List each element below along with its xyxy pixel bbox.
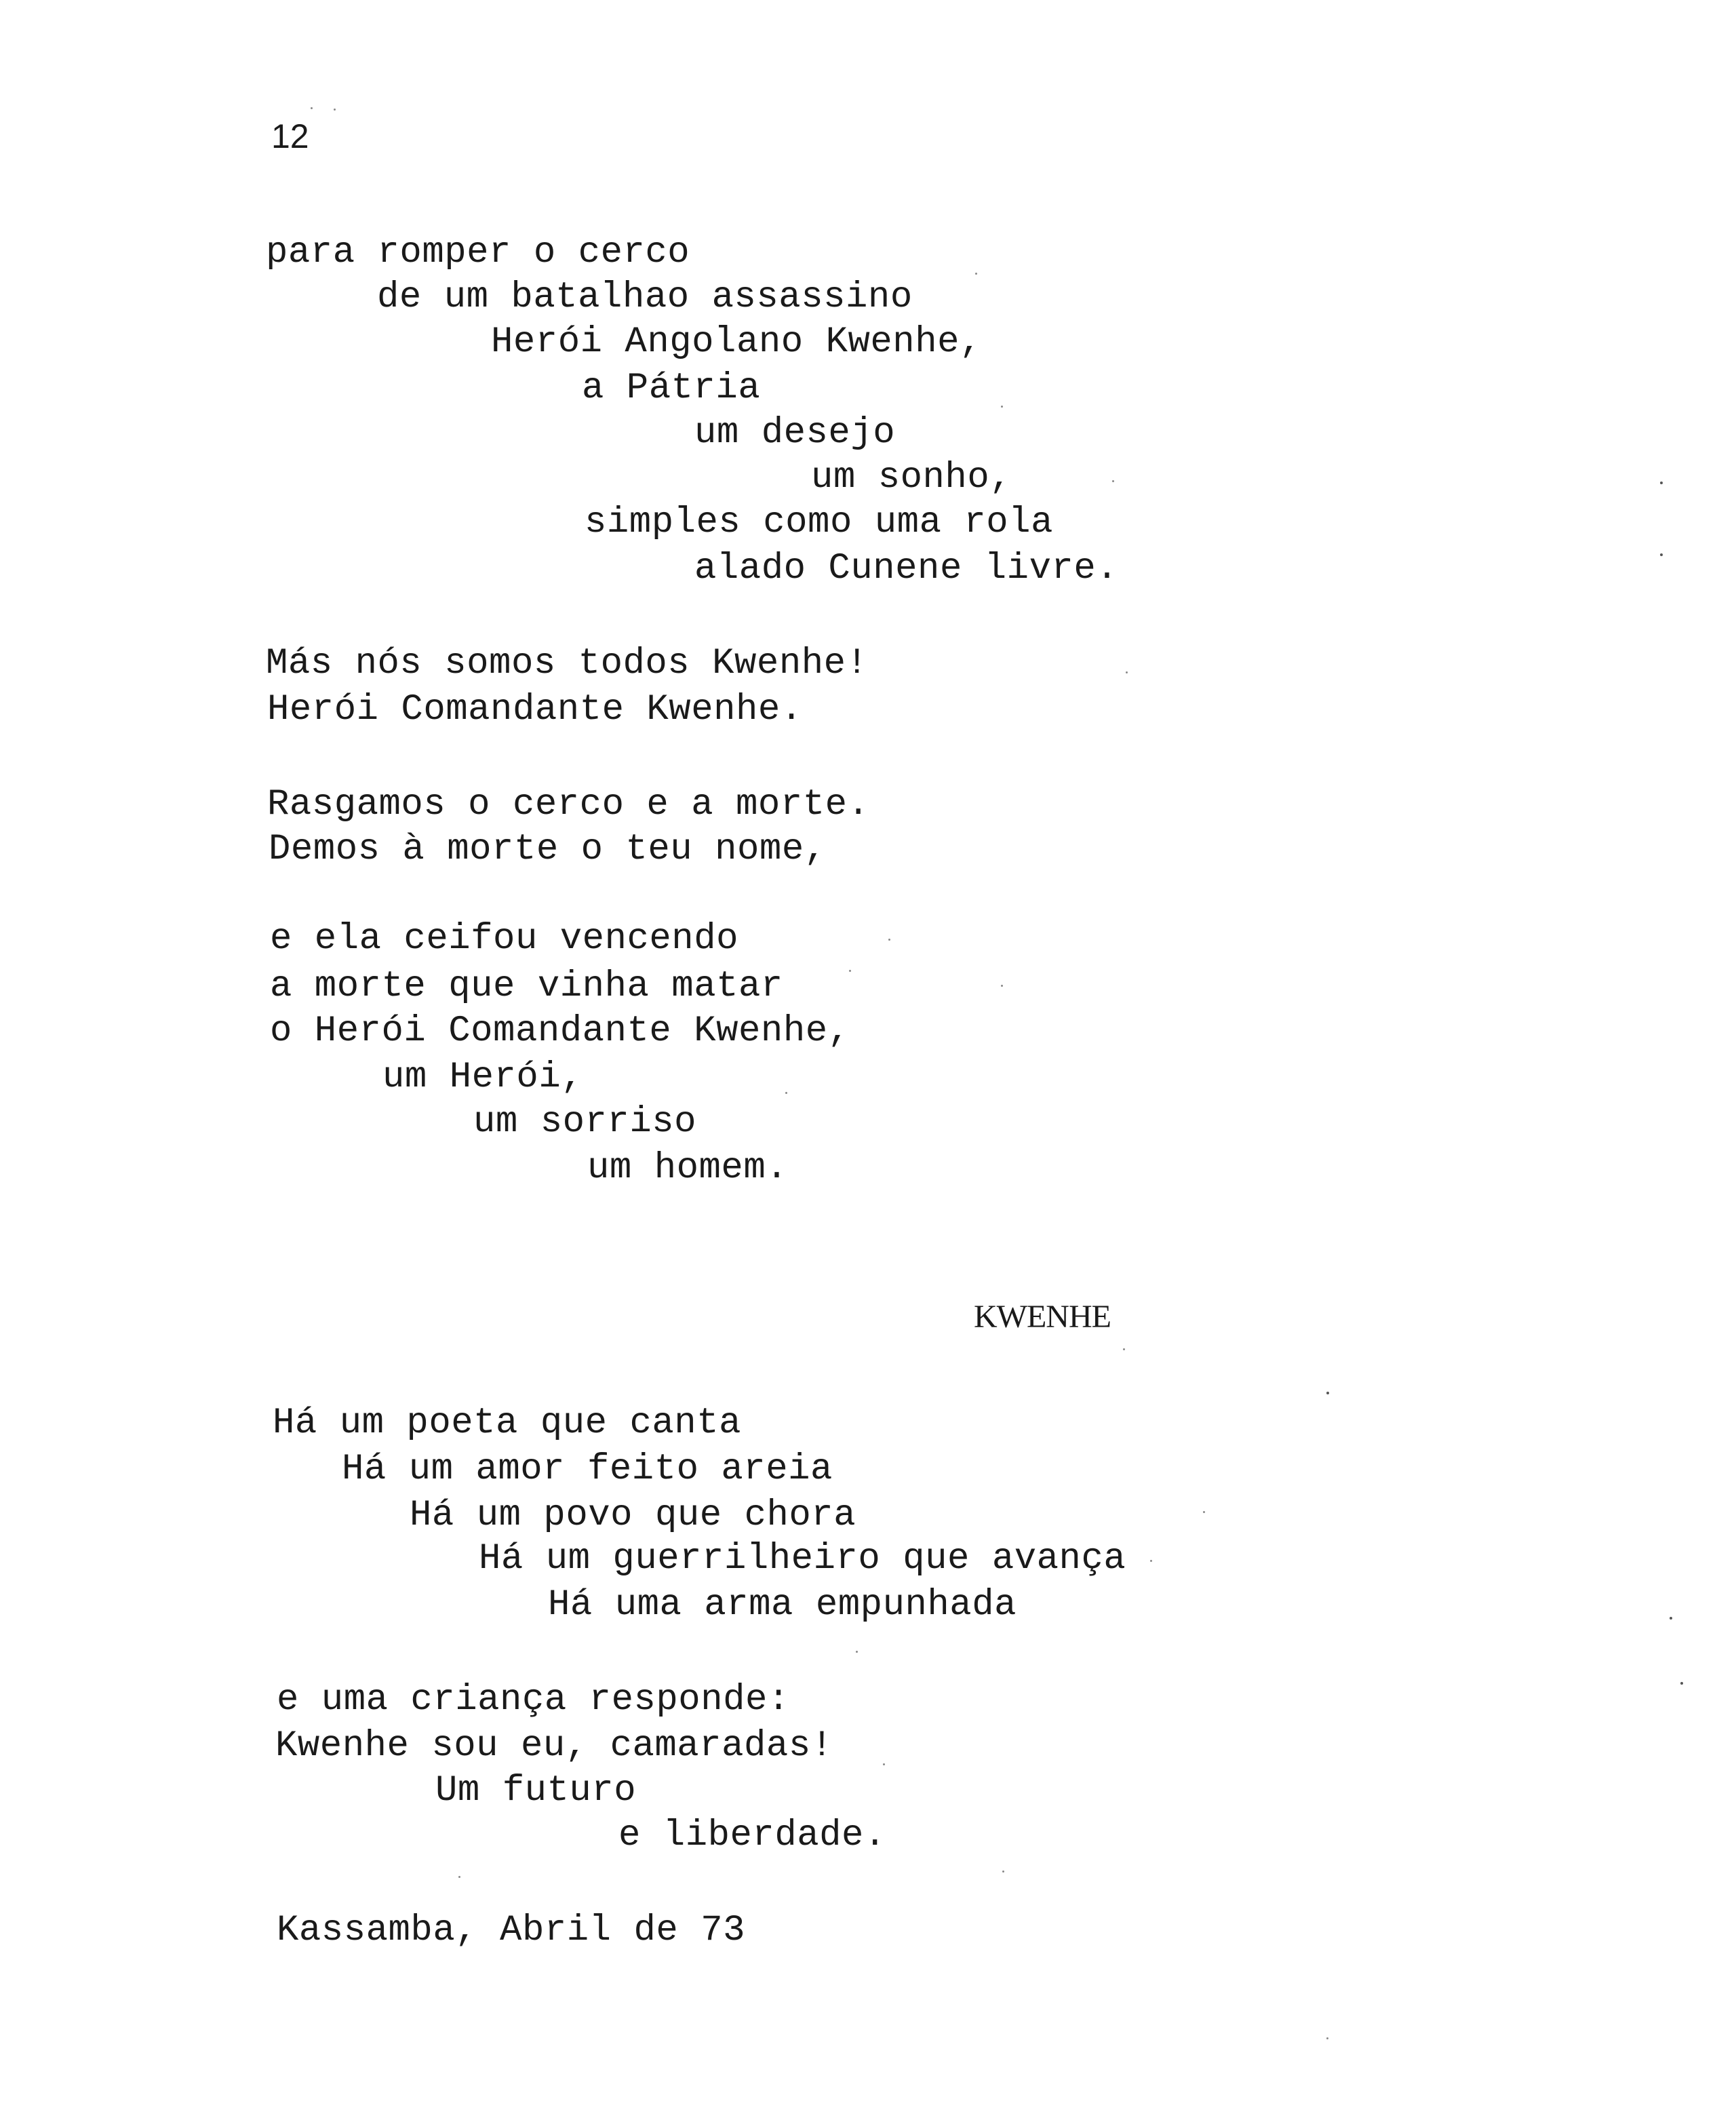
poem-line: alado Cunene livre.: [694, 548, 1119, 589]
poem-line: Há um amor feito areia: [342, 1449, 833, 1490]
poem-line: Kwenhe sou eu, camaradas!: [275, 1725, 833, 1767]
poem-line: um desejo: [694, 412, 896, 454]
poem-line: o Herói Comandante Kwenhe,: [270, 1011, 850, 1052]
page-number: 12: [271, 117, 309, 155]
poem-line: Há um poeta que canta: [273, 1403, 742, 1444]
poem-line: e liberdade.: [618, 1815, 886, 1856]
poem-line: e ela ceifou vencendo: [270, 918, 739, 960]
poem-line: e uma criança responde:: [277, 1679, 790, 1721]
poem-line: Há um guerrilheiro que avança: [479, 1538, 1126, 1580]
signature: Kassamba, Abril de 73: [277, 1910, 746, 1951]
poem-line: Herói Comandante Kwenhe.: [267, 689, 803, 730]
poem-line: Demos à morte o teu nome,: [269, 829, 827, 870]
poem-line: um sorriso: [473, 1101, 697, 1143]
poem-line: um Herói,: [382, 1057, 584, 1098]
poem-line: Um futuro: [435, 1770, 637, 1811]
poem-line: um homem.: [587, 1148, 789, 1189]
poem-line: um sonho,: [811, 457, 1012, 498]
poem-line: Más nós somos todos Kwenhe!: [266, 643, 869, 684]
poem-title: KWENHE: [974, 1299, 1111, 1335]
poem-line: para romper o cerco: [266, 232, 690, 273]
poem-line: simples como uma rola: [585, 502, 1054, 543]
poem-line: a morte que vinha matar: [270, 966, 783, 1007]
poem-line: Herói Angolano Kwenhe,: [491, 321, 982, 363]
poem-line: Há um povo que chora: [410, 1495, 856, 1536]
poem-line: Rasgamos o cerco e a morte.: [267, 784, 870, 825]
poem-line: Há uma arma empunhada: [548, 1584, 1017, 1626]
poem-line: a Pátria: [582, 368, 761, 409]
poem-line: de um batalhao assassino: [377, 277, 913, 318]
